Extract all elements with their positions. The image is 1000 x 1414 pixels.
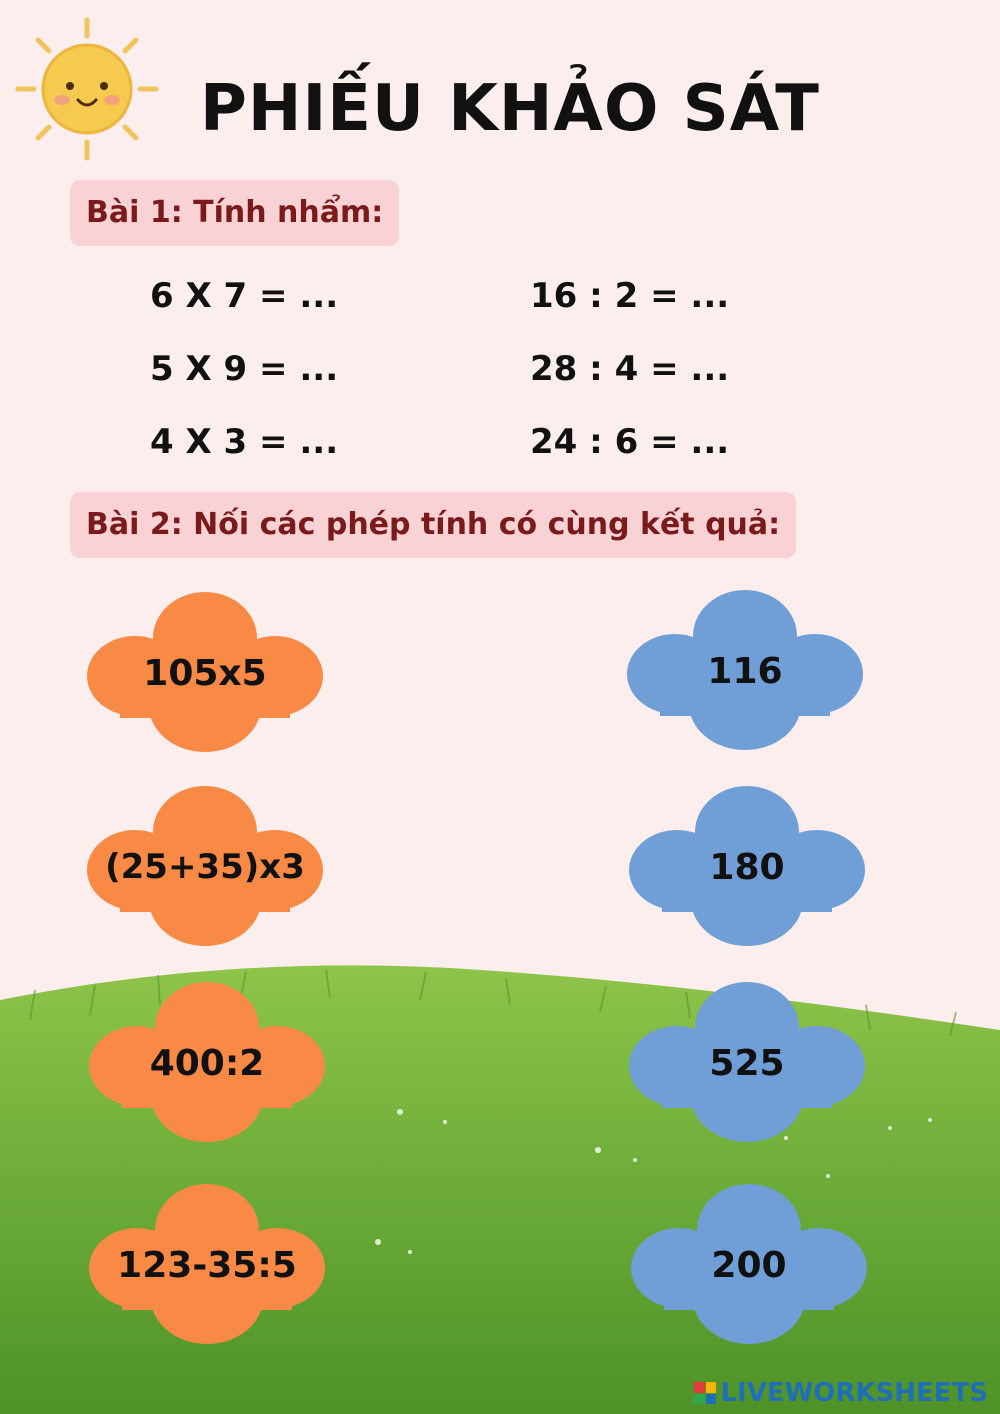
sun-icon	[12, 14, 162, 164]
left-cloud-2[interactable]	[80, 782, 330, 952]
liveworksheets-logo-mark	[694, 1382, 716, 1404]
cloud-label: (25+35)x3	[105, 847, 305, 887]
cloud-label: 400:2	[149, 1042, 265, 1084]
right-cloud-2[interactable]	[622, 782, 872, 952]
right-cloud-4[interactable]	[624, 1180, 874, 1350]
cloud-label: 200	[711, 1244, 787, 1286]
right-cloud-1[interactable]	[620, 586, 870, 756]
cloud-label: 105x5	[143, 652, 267, 694]
liveworksheets-brand-text: LIVEWORKSHEETS	[720, 1378, 988, 1408]
exercise-1-left-3: 4 X 3 = ...	[150, 422, 339, 462]
cloud-label: 123-35:5	[117, 1244, 297, 1286]
left-cloud-4[interactable]	[82, 1180, 332, 1350]
right-cloud-3[interactable]	[622, 978, 872, 1148]
exercise-1-left-1: 6 X 7 = ...	[150, 276, 339, 316]
page-title: PHIẾU KHẢO SÁT	[200, 72, 820, 146]
left-cloud-1[interactable]	[80, 588, 330, 758]
liveworksheets-logo[interactable]	[694, 1378, 988, 1408]
exercise-1-right-3: 24 : 6 = ...	[530, 422, 730, 462]
exercise-1-right-2: 28 : 4 = ...	[530, 349, 730, 389]
cloud-label: 525	[709, 1042, 785, 1084]
exercise-1-left-2: 5 X 9 = ...	[150, 349, 339, 389]
cloud-label: 180	[709, 846, 785, 888]
exercise-1-right-1: 16 : 2 = ...	[530, 276, 730, 316]
section-2-label: Bài 2: Nối các phép tính có cùng kết quả:	[70, 492, 796, 558]
cloud-label: 116	[707, 650, 783, 692]
left-cloud-3[interactable]	[82, 978, 332, 1148]
section-1-label: Bài 1: Tính nhẩm:	[70, 180, 399, 246]
